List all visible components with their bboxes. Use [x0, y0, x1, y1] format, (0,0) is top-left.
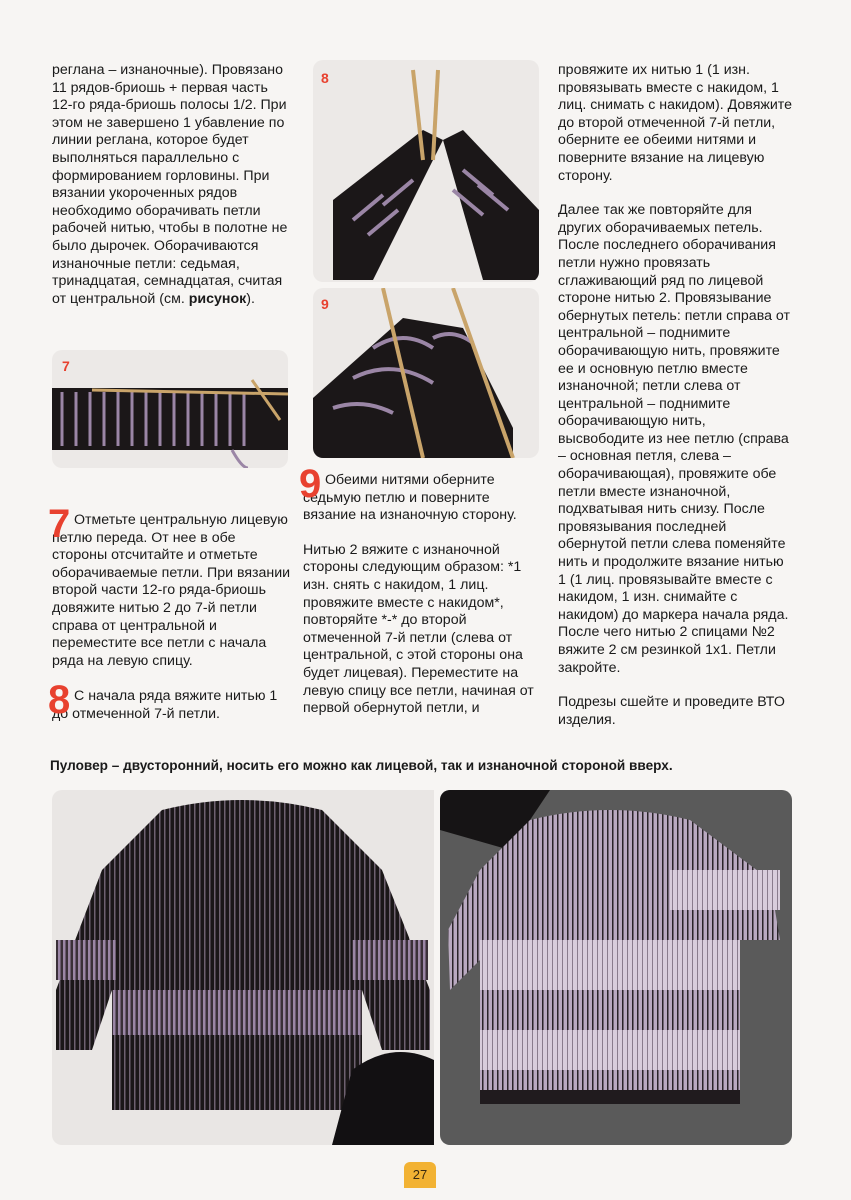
photo-step-9	[313, 288, 539, 458]
knitting-needle-photo-7	[52, 350, 288, 468]
step-7-number: 7	[48, 502, 71, 546]
right-paragraph-1: провяжите их нитью 1 (1 изн. провязывать вместе с накидом, 1 лиц. снимать с накидом). Довяжите до второй отмеченной 7-й петли, оберните ее обеими нитями и поверните вязание на лицевую сторону.	[558, 62, 793, 184]
step-9-text: Обеими нитями оберните седьмую петлю и поверните вязание на изнаночную сторону.	[303, 472, 517, 524]
step-8	[48, 678, 292, 723]
photo-8-label: 8	[321, 70, 329, 86]
photo-step-8	[313, 60, 539, 282]
sweater-dark-side-image	[52, 790, 434, 1145]
figure-reference: рисунок	[188, 290, 247, 307]
column-right	[558, 62, 794, 729]
step-9-number: 9	[299, 462, 322, 506]
step-7-text: Отметьте центральную лицевую петлю переда. От нее в обе стороны отсчитайте и отметьте оборачиваемые петли. При вязании второй части 12-го ряда-бриошь довяжите нитью 2 до 7-й петли справа от центральной и переместите все петли с начала ряда на левую спицу.	[52, 512, 291, 669]
step-8-text: С начала ряда вяжите нитью 1 до отмеченной 7-й петли.	[52, 688, 278, 722]
photo-caption: Пуловер – двусторонний, носить его можно как лицевой, так и изнаночной стороной вверх.	[50, 758, 673, 773]
photo-7-label: 7	[62, 358, 70, 374]
step-8-number: 8	[48, 678, 71, 722]
sweater-photo-back	[440, 790, 792, 1145]
intro-paragraph: реглана – изнаночные). Провязано 11 рядов-бриошь + первая часть 12-го ряда-бриошь полосы 1/2. При этом не завершено 1 убавление по линии реглана, которое будет выполняться параллельно с формированием горловины. При вязании укороченных рядов необходимо оборачивать петли рабочей нитью, чтобы в полотне не было дырочек. Оборачиваются изнаночные петли: седьмая, тринадцатая, семнадцатая, считая от центральной (см. рисунок).	[52, 62, 288, 307]
knitting-needle-photo-8	[313, 60, 539, 282]
knitting-needle-photo-9	[313, 288, 539, 458]
right-paragraph-3: Подрезы сшейте и проведите ВТО изделия.	[558, 694, 785, 728]
sweater-photo-front	[52, 790, 434, 1145]
page-number: 27	[404, 1162, 436, 1188]
column-left	[52, 62, 292, 308]
step-7	[48, 502, 292, 670]
sweater-light-side-image	[440, 790, 792, 1145]
column-middle	[299, 462, 541, 718]
photo-step-7	[52, 350, 288, 468]
photo-9-label: 9	[321, 296, 329, 312]
step-9-continuation: Нитью 2 вяжите с изнаночной стороны следующим образом: *1 изн. снять с накидом, 1 лиц. провяжите вместе с накидом*, повторяйте *-* до второй отмеченной 7-й петли (слева от центральной, с этой стороны она будет лицевая). Переместите на левую спицу все петли, начиная от первой обернутой петли, и	[303, 541, 534, 717]
right-paragraph-2: Далее так же повторяйте для других оборачиваемых петель. После последнего оборачивания петли нужно провязать сглаживающий ряд по лицевой стороне нитью 2. Провязывание обернутых петель: петли справа от центральной – поднимите оборачивающую нить, провяжите ее и основную петлю вместе изнаночной; петли слева от центральной – поднимите оборачивающую нить, высвободите из нее петлю (справа – основная петля, слева – оборачивающая), провяжите обе петли вместе изнаночной, подхватывая нить снизу. После провязывания последней обернутой петли слева поменяйте нить и продолжите вязание нитью 1 (1 лиц. провязывайте вместе с накидом, 1 изн. снимайте с накидом) до маркера начала ряда. После чего нитью 2 спицами №2 вяжите 2 см резинкой 1х1. Петли закройте.	[558, 202, 790, 676]
